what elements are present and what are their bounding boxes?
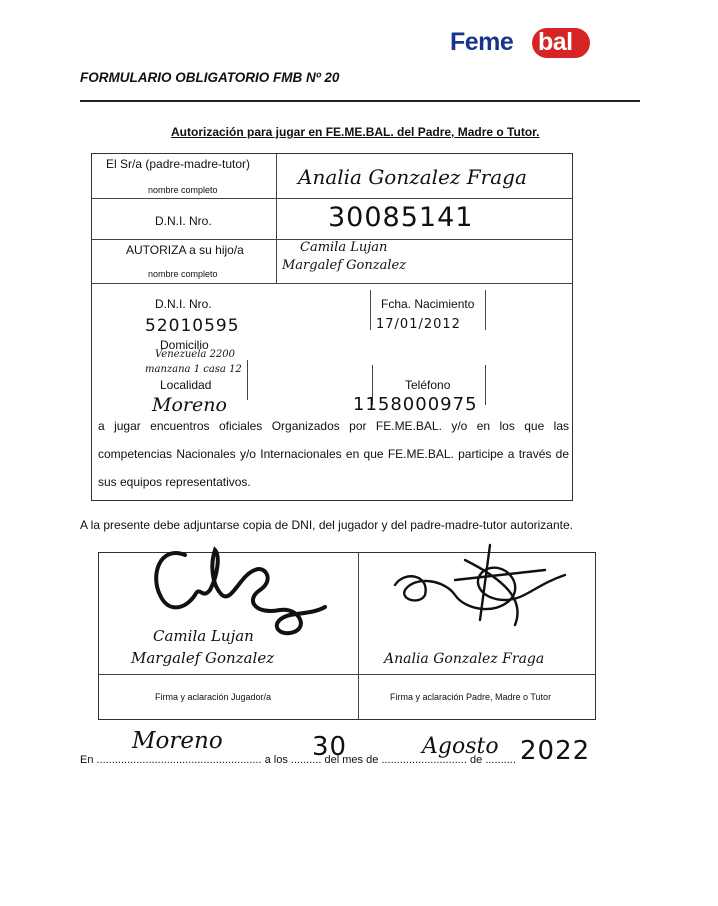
child-dni-label: D.N.I. Nro. [155,297,212,311]
month-value: Agosto [422,734,499,759]
attachment-note: A la presente debe adjuntarse copia de DNI, del jugador y del padre-madre-tutor autorizante. [80,518,573,532]
form-field-mark [247,360,248,400]
child-dni-value: 52010595 [145,316,240,336]
tutor-signature-caption: Firma y aclaración Padre, Madre o Tutor [390,692,552,702]
logo-text-2: bal [538,28,573,56]
child-name-line2: Margalef Gonzalez [282,258,407,273]
signature-column-divider [358,552,359,719]
tutor-sublabel: nombre completo [148,185,218,195]
de-label: de .......... [470,754,516,766]
autoriza-label: AUTORIZA a su hijo/a [126,243,244,257]
domicilio-line1: Venezuela 2200 [155,349,235,360]
tutor-dni-value: 30085141 [328,202,474,233]
child-name-line1: Camila Lujan [300,240,388,255]
form-field-mark [485,290,486,330]
telefono-value: 1158000975 [353,394,478,415]
child-sublabel: nombre completo [148,269,218,279]
localidad-label: Localidad [160,378,212,392]
form-field-mark [370,290,371,330]
city-value: Moreno [132,728,223,754]
birth-date-value: 17/01/2012 [376,317,461,332]
form-column-divider [276,153,277,283]
signature-row-divider [98,674,595,675]
form-row-divider [91,198,573,199]
tutor-dni-label: D.N.I. Nro. [155,214,212,228]
year-value: 2022 [520,736,591,766]
tutor-name-value: Analia Gonzalez Fraga [298,165,527,189]
domicilio-line2: manzana 1 casa 12 [145,364,242,375]
form-title: FORMULARIO OBLIGATORIO FMB Nº 20 [80,70,340,85]
date-line [80,754,516,766]
telefono-label: Teléfono [405,378,451,392]
form-subtitle: Autorización para jugar en FE.ME.BAL. del Padre, Madre o Tutor. [171,125,540,139]
tutor-signature-name: Analia Gonzalez Fraga [384,651,545,667]
domicilio-label: Domicilio [160,338,209,352]
form-row-divider [91,283,573,284]
form-field-mark [485,365,486,405]
birth-date-label: Fcha. Nacimiento [381,297,475,311]
femebal-logo [450,26,590,62]
tutor-label: El Sr/a (padre-madre-tutor) [106,157,251,171]
en-label: En ..................................................... [80,754,259,766]
logo-text: Feme [450,28,514,56]
player-name-line1: Camila Lujan [153,627,254,645]
title-divider [80,100,640,102]
player-name-line2: Margalef Gonzalez [131,649,275,667]
localidad-value: Moreno [152,394,227,416]
player-signature-caption: Firma y aclaración Jugador/a [155,692,272,702]
delmes-label: del mes de ............................ [324,754,467,766]
alos-label: . a los .......... [258,754,322,766]
day-value: 30 [312,732,348,762]
tutor-signature [385,540,585,640]
authorization-paragraph: a jugar encuentros oficiales Organizados por FE.ME.BAL. y/o en los que las competencias Nacionales y/o Internacionales en que FE.ME.BAL. participe a través de sus equipos representativos. [98,419,569,489]
